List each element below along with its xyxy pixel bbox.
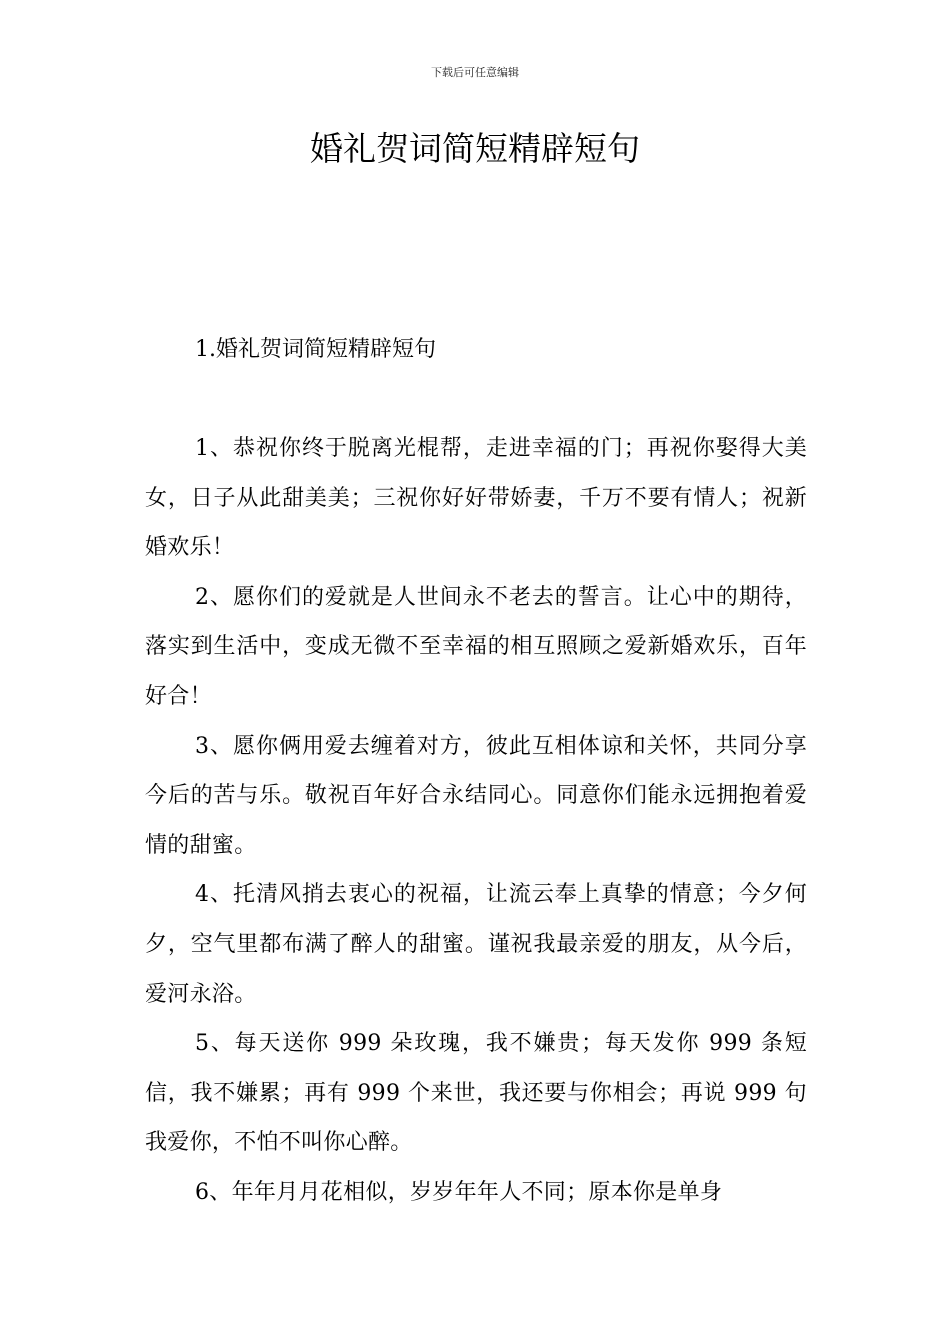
paragraph-2: 2、愿你们的爱就是人世间永不老去的誓言。让心中的期待，落实到生活中，变成无微不至幸福的相互照顾之爱新婚欢乐，百年好合！	[145, 584, 807, 709]
paragraph-6: 6、年年月月花相似，岁岁年年人不同；原本你是单身	[195, 1179, 723, 1205]
header-note: 下载后可任意编辑	[431, 66, 519, 79]
paragraph-3: 3、愿你俩用爱去缠着对方，彼此互相体谅和关怀，共同分享今后的苦与乐。敬祝百年好合永结同心。同意你们能永远拥抱着爱情的甜蜜。	[145, 733, 807, 858]
paragraph-4: 4、托清风捎去衷心的祝福，让流云奉上真挚的情意；今夕何夕，空气里都布满了醉人的甜蜜。谨祝我最亲爱的朋友，从今后，爱河永浴。	[145, 882, 807, 1007]
section-heading: 1.婚礼贺词简短精辟短句	[195, 337, 436, 362]
paragraph-5: 5、每天送你 999 朵玫瑰，我不嫌贵；每天发你 999 条短信，我不嫌累；再有 999 个来世，我还要与你相会；再说 999 句我爱你，不怕不叫你心醉。	[145, 1031, 807, 1156]
paragraph-1: 1、恭祝你终于脱离光棍帮，走进幸福的门；再祝你娶得大美女，日子从此甜美美；三祝你好好带娇妻，千万不要有情人；祝新婚欢乐！	[145, 436, 807, 561]
document-title: 婚礼贺词简短精辟短句	[310, 129, 640, 168]
body-text	[145, 424, 807, 1218]
